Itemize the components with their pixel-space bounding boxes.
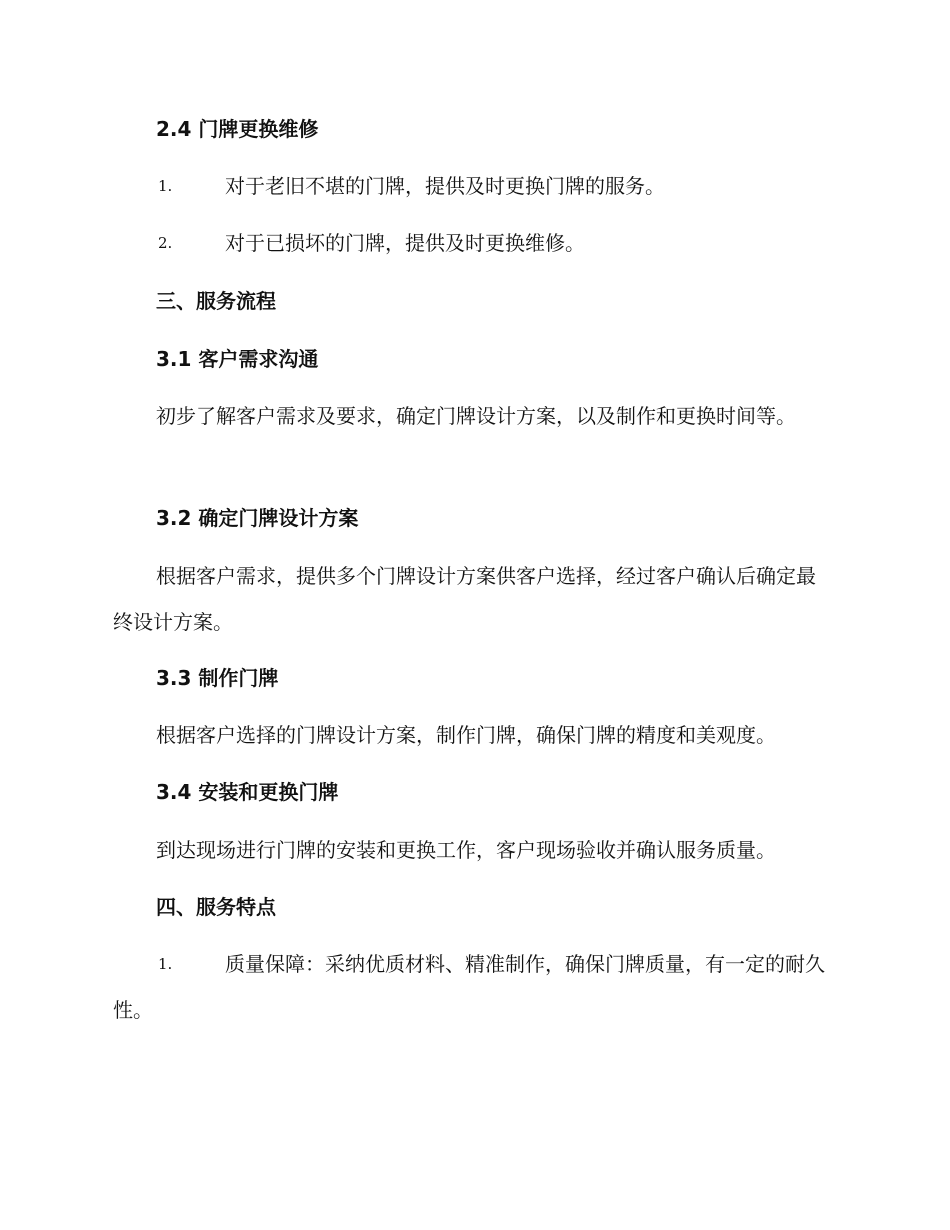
heading-2-4: 2.4 门牌更换维修 bbox=[156, 117, 319, 141]
heading-section-4: 四、服务特点 bbox=[156, 895, 276, 919]
list-item bbox=[113, 220, 835, 266]
list-text: 质量保障：采纳优质材料、精准制作，确保门牌质量，有一定的耐久性。 bbox=[113, 952, 825, 1022]
list-text: 对于已损坏的门牌，提供及时更换维修。 bbox=[225, 231, 585, 255]
list-item bbox=[113, 163, 835, 209]
list-number: 2. bbox=[158, 234, 173, 252]
paragraph-3-1: 初步了解客户需求及要求，确定门牌设计方案，以及制作和更换时间等。 bbox=[156, 404, 796, 428]
paragraph-3-3: 根据客户选择的门牌设计方案，制作门牌，确保门牌的精度和美观度。 bbox=[156, 723, 776, 747]
heading-3-1: 3.1 客户需求沟通 bbox=[156, 347, 319, 371]
heading-3-4: 3.4 安装和更换门牌 bbox=[156, 780, 339, 804]
heading-3-3: 3.3 制作门牌 bbox=[156, 666, 279, 690]
heading-section-3: 三、服务流程 bbox=[156, 289, 276, 313]
paragraph-3-2: 根据客户需求，提供多个门牌设计方案供客户选择，经过客户确认后确定最终设计方案。 bbox=[113, 564, 816, 634]
list-text: 对于老旧不堪的门牌，提供及时更换门牌的服务。 bbox=[225, 174, 665, 198]
paragraph-3-4: 到达现场进行门牌的安装和更换工作，客户现场验收并确认服务质量。 bbox=[156, 838, 776, 862]
list-item bbox=[113, 941, 835, 1033]
list-number: 1. bbox=[158, 177, 173, 195]
heading-3-2: 3.2 确定门牌设计方案 bbox=[156, 506, 359, 530]
list-number: 1. bbox=[158, 955, 173, 973]
